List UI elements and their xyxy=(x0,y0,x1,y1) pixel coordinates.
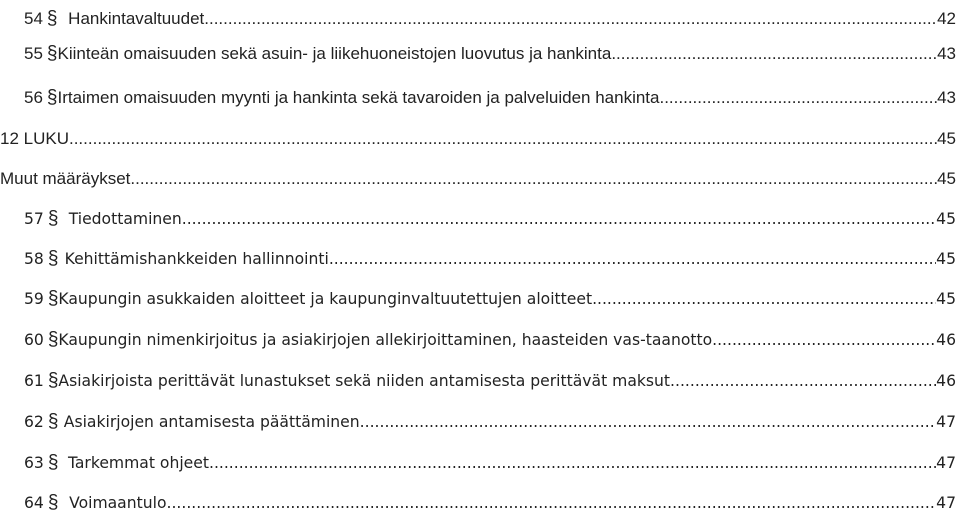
toc-entry-title[interactable]: Voimaantulo xyxy=(69,494,167,512)
dot-leader xyxy=(360,411,937,433)
section-number: 58 xyxy=(24,250,44,268)
toc-entry-64[interactable] xyxy=(0,484,956,514)
section-symbol: § xyxy=(47,452,59,473)
dot-leader xyxy=(592,288,936,310)
page-number[interactable]: 47 xyxy=(936,413,956,431)
page-number[interactable]: 42 xyxy=(937,9,956,28)
dot-leader xyxy=(182,208,936,230)
page-number[interactable]: 43 xyxy=(937,88,956,107)
toc-entry-60[interactable] xyxy=(0,321,956,351)
dot-leader xyxy=(329,248,936,270)
section-symbol: § xyxy=(46,87,58,108)
dot-leader xyxy=(204,8,937,30)
toc-entry-57[interactable] xyxy=(0,200,956,230)
section-number: 54 xyxy=(24,9,43,28)
section-symbol: § xyxy=(47,248,59,269)
toc-entry-62[interactable] xyxy=(0,403,956,433)
dot-leader xyxy=(659,87,937,109)
toc-entry-title[interactable]: Kiinteän omaisuuden sekä asuin- ja liikehuoneistojen luovutus ja hankinta xyxy=(57,44,612,63)
toc-entry-title[interactable]: Irtaimen omaisuuden myynti ja hankinta sekä tavaroiden ja palveluiden hankinta xyxy=(57,88,660,107)
toc-entry-title[interactable]: Kaupungin asukkaiden aloitteet ja kaupunginvaltuutettujen aloitteet xyxy=(58,290,593,308)
dot-leader xyxy=(130,168,937,190)
page-number[interactable]: 45 xyxy=(936,250,956,268)
dot-leader xyxy=(167,492,937,514)
toc-entry-55[interactable] xyxy=(0,35,956,65)
section-symbol: § xyxy=(47,208,59,229)
section-symbol: § xyxy=(46,43,58,64)
dot-leader xyxy=(69,128,937,150)
page-number[interactable]: 46 xyxy=(936,372,956,390)
section-number: 55 xyxy=(24,44,43,63)
toc-entry-63[interactable] xyxy=(0,444,956,474)
toc-entry-title[interactable]: Hankintavaltuudet xyxy=(68,9,205,28)
chapter-subtitle[interactable]: Muut määräykset xyxy=(0,169,131,188)
page-number[interactable]: 47 xyxy=(936,494,956,512)
section-number: 63 xyxy=(24,454,44,472)
section-symbol: § xyxy=(47,411,59,432)
section-number: 61 xyxy=(24,372,44,390)
toc-entry-59[interactable] xyxy=(0,280,956,310)
toc-entry-61[interactable] xyxy=(0,362,956,392)
section-symbol: § xyxy=(47,288,59,309)
section-symbol: § xyxy=(47,370,59,391)
toc-entry-title[interactable]: Asiakirjoista perittävät lunastukset sekä niiden antamisesta perittävät maksut xyxy=(58,372,671,390)
page-number[interactable]: 43 xyxy=(937,44,956,63)
section-number: 56 xyxy=(24,88,43,107)
page-number[interactable]: 45 xyxy=(936,290,956,308)
toc-entry-54[interactable] xyxy=(0,0,956,30)
dot-leader xyxy=(611,43,937,65)
toc-entry-56[interactable] xyxy=(0,79,956,109)
toc-entry-title[interactable]: Tarkemmat ohjeet xyxy=(67,454,209,472)
toc-entry-title[interactable]: Kaupungin nimenkirjoitus ja asiakirjojen allekirjoittaminen, haasteiden vas-taanotto xyxy=(58,331,713,349)
section-number: 62 xyxy=(24,413,44,431)
chapter-title[interactable]: 12 LUKU xyxy=(0,129,69,148)
toc-chapter-heading[interactable] xyxy=(0,120,956,150)
section-number: 60 xyxy=(24,331,44,349)
dot-leader xyxy=(712,329,936,351)
section-number: 57 xyxy=(24,210,44,228)
toc-entry-title[interactable]: Kehittämishankkeiden hallinnointi xyxy=(64,250,329,268)
page-number[interactable]: 45 xyxy=(937,169,956,188)
toc-entry-title[interactable]: Tiedottaminen xyxy=(68,210,182,228)
toc-entry-58[interactable] xyxy=(0,240,956,270)
section-symbol: § xyxy=(47,492,59,513)
page-number[interactable]: 45 xyxy=(937,129,956,148)
dot-leader xyxy=(670,370,936,392)
page-number[interactable]: 47 xyxy=(936,454,956,472)
toc-chapter-subtitle[interactable] xyxy=(0,160,956,190)
section-number: 59 xyxy=(24,290,44,308)
section-symbol: § xyxy=(46,8,58,29)
section-number: 64 xyxy=(24,494,44,512)
page-number[interactable]: 45 xyxy=(936,210,956,228)
page-number[interactable]: 46 xyxy=(936,331,956,349)
dot-leader xyxy=(209,452,936,474)
section-symbol: § xyxy=(47,329,59,350)
toc-entry-title[interactable]: Asiakirjojen antamisesta päättäminen xyxy=(63,413,360,431)
